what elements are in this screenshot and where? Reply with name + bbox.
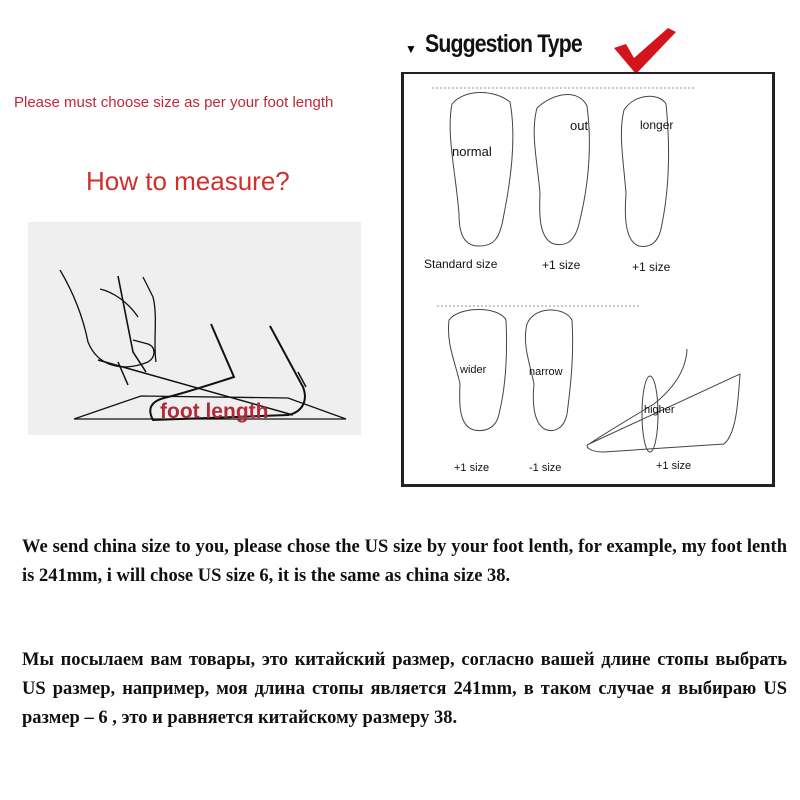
- type-size-normal: Standard size: [424, 257, 498, 271]
- suggestion-type-panel: [401, 72, 775, 487]
- how-to-measure-title: How to measure?: [86, 166, 290, 196]
- type-size-narrow: -1 size: [529, 462, 562, 474]
- size-notice: Please must choose size as per your foot length: [14, 94, 334, 111]
- type-label-narrow: narrow: [529, 366, 563, 378]
- size-instructions-russian: Мы посылаем вам товары, это китайский размер, согласно вашей длине стопы выбрать US размер, например, моя длина стопы является 241mm, в таком случае я выбираю US размер – 6 , это и равняется китайскому размеру 38.: [22, 650, 787, 728]
- checkmark-icon: [612, 28, 676, 76]
- size-instructions-english: We send china size to you, please chose the US size by your foot lenth, for example, my foot lenth is 241mm, i will chose US size 6, it is the same as china size 38.: [22, 537, 787, 586]
- type-size-wider: +1 size: [454, 462, 490, 474]
- type-label-out: out: [570, 118, 589, 133]
- suggestion-type-title: Suggestion Type: [425, 30, 582, 58]
- type-label-longer: longer: [640, 118, 674, 132]
- type-size-higher: +1 size: [656, 460, 692, 472]
- type-label-wider: wider: [460, 364, 487, 376]
- type-label-higher: higher: [644, 404, 675, 416]
- triangle-down-icon: ▼: [405, 42, 417, 56]
- type-size-longer: +1 size: [632, 260, 671, 274]
- type-label-normal: normal: [452, 144, 492, 159]
- foot-types-drawing: [404, 74, 772, 484]
- foot-length-label: foot length: [160, 400, 269, 423]
- type-size-out: +1 size: [542, 258, 581, 272]
